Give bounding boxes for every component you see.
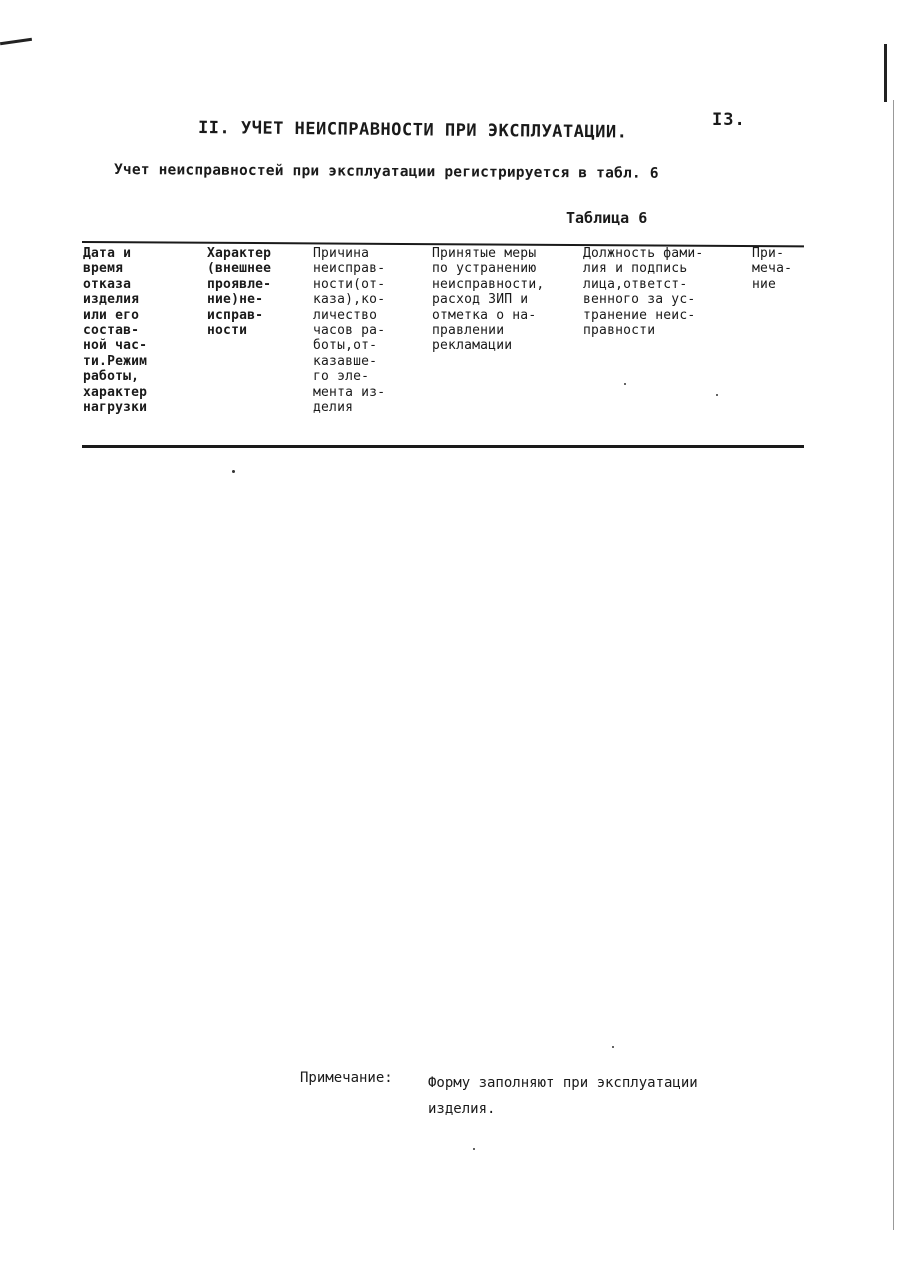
note-label: Примечание: <box>300 1070 393 1086</box>
note-text: Форму заполняют при эксплуатации изделия. <box>428 1075 698 1117</box>
scan-speck <box>716 394 718 396</box>
scan-edge-mark-left <box>0 38 32 45</box>
scan-speck <box>612 1046 614 1048</box>
scan-speck <box>473 1148 475 1150</box>
scan-speck <box>232 470 235 473</box>
section-title: II. УЧЕТ НЕИСПРАВНОСТИ ПРИ ЭКСПЛУАТАЦИИ. <box>197 118 628 143</box>
table-header-responsible-person: Должность фами- лия и подпись лица,ответст- венного за ус- транение неис- правности <box>583 246 704 339</box>
intro-text: Учет неисправностей при эксплуатации регистрируется в табл. 6 <box>113 162 659 182</box>
table-header-fault-nature: Характер (внешнее проявле- ние)не- исправ- ности <box>207 246 272 339</box>
table-header-fault-cause: Причина неисправ- ности(от- каза),ко- личество часов ра- боты,от- казавше- го эле- мента из- делия <box>313 246 386 416</box>
table-bottom-rule <box>82 445 804 448</box>
table-header-date-time: Дата и время отказа изделия или его состав- ной час- ти.Режим работы, характер нагрузки <box>83 246 148 416</box>
scan-edge-mark-right <box>884 44 887 102</box>
page-number: I3. <box>712 110 746 130</box>
table-caption: Таблица 6 <box>566 209 648 227</box>
table-header-measures-taken: Принятые меры по устранению неисправности, расход ЗИП и отметка о на- правлении рекламации <box>432 246 545 354</box>
scan-edge-line-right <box>893 100 894 1230</box>
scan-speck <box>624 383 626 385</box>
table-header-remarks: При- меча- ние <box>752 246 793 292</box>
